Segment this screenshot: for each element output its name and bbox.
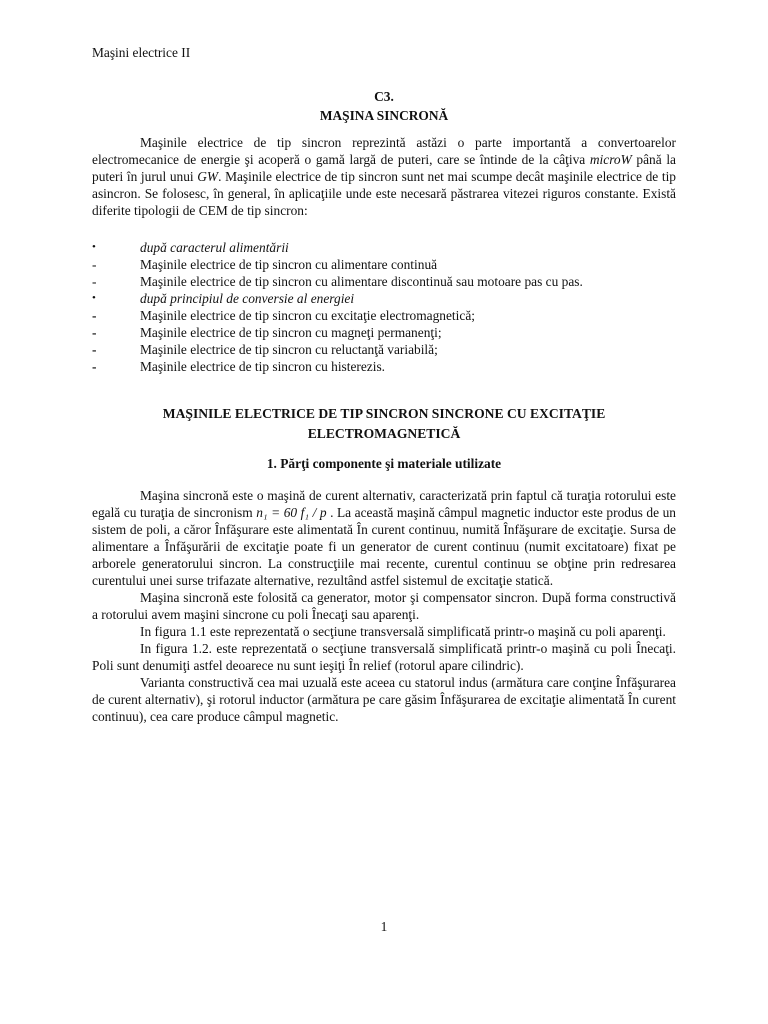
dash-icon: - (92, 359, 97, 374)
section-title-line1: MAŞINILE ELECTRICE DE TIP SINCRON SINCRONE CU EXCITAŢIE (162, 406, 606, 421)
chapter-title: MAŞINA SINCRONĂ (319, 108, 449, 123)
list-item-text: Maşinile electrice de tip sincron cu reluctanţă variabilă; (140, 342, 438, 357)
typology-list (92, 239, 676, 375)
dash-icon: - (92, 325, 97, 340)
intro-text-c: . Maşinile electrice de tip sincron sunt net mai scumpe decât maşinile electrice de tip asincron. Se folosesc, în general, în aplicaţiile unde este necesară păstrarea vitezei riguros constante. Există diferite tipologii de CEM de tip sincron: (92, 169, 676, 218)
group1-title: după caracterul alimentării (140, 240, 289, 255)
intro-text-a: Maşinile electrice de tip sincron reprezintă astăzi o parte importantă a convertoarelor electromecanice de energie şi acoperă o gamă largă de puteri, care se întinde de la câţiva (92, 135, 676, 167)
list-item-text: Maşinile electrice de tip sincron cu excitaţie electromagnetică; (140, 308, 475, 323)
bullet-icon: • (92, 241, 96, 253)
chapter-number: C3. (374, 89, 394, 104)
list-item (92, 341, 676, 358)
subsection-title: 1. Părţi componente şi materiale utilizate (266, 456, 502, 471)
list-item-text: Maşinile electrice de tip sincron cu histerezis. (140, 359, 386, 374)
group2-title: după principiul de conversie al energiei (140, 291, 355, 306)
body-paragraph-4: In figura 1.2. este reprezentată o secţiune transversală simplificată printr-o maşină cu poli Înecaţi. Poli sunt denumiţi astfel deoarece nu sunt ieşiţi În relief (rotorul apare cilindric). (92, 641, 676, 673)
unit-gw: GW (197, 169, 219, 184)
list-group-heading (92, 290, 676, 307)
body-paragraph-2: Maşina sincronă este folosită ca generator, motor şi compensator sincron. După forma constructivă a rotorului avem maşini sincrone cu poli Înecaţi sau aparenţi. (92, 590, 676, 622)
list-item-text: Maşinile electrice de tip sincron cu alimentare continuă (140, 257, 438, 272)
body-paragraph-5: Varianta constructivă cea mai uzuală este aceea cu statorul indus (armătura care conţine Înfăşurarea de curent alternativ), şi rotorul inductor (armătura pe care găsim Înfăşurarea de excitaţie alimentată În curent continuu), cea care produce câmpul magnetic. (92, 675, 676, 724)
list-item-text: Maşinile electrice de tip sincron cu magneţi permanenţi; (140, 325, 442, 340)
p1-text-b: . La această maşină câmpul magnetic inductor este produs de un sistem de poli, a căror Înfăşurare este alimentată În curent continuu, numită Înfăşurare de excitaţie. Sursa de alimentare a Înfăşurării de excitaţie poate fi un generator de curent continuu (numit excitatoare) fixat pe arborele generatorului sincron. La construcţiile mai recente, curentul continuu se obţine prin redresarea curentului unei surse trifazate alternative, rezultând astfel sistemul de excitaţie statică. (92, 505, 676, 588)
list-item (92, 324, 676, 341)
list-item-text: Maşinile electrice de tip sincron cu alimentare discontinuă sau motoare pas cu pas. (140, 274, 583, 289)
sync-speed-formula: n₁ = 60 f₁ / p (256, 505, 327, 520)
bullet-icon: • (92, 292, 96, 304)
dash-icon: - (92, 308, 97, 323)
unit-microw: microW (589, 152, 632, 167)
running-header: Maşini electrice II (92, 45, 191, 60)
intro-paragraph (92, 134, 676, 219)
body-paragraph-1 (92, 487, 676, 589)
list-item (92, 358, 676, 375)
list-item (92, 256, 676, 273)
p1-text-a: Maşina sincronă este o maşină de curent alternativ, caracterizată prin faptul că turaţia rotorului este egală cu turaţia de sincronism (92, 488, 676, 520)
list-item (92, 273, 676, 290)
dash-icon: - (92, 342, 97, 357)
intro-text-b: până la puteri în jurul unui (92, 152, 676, 184)
section-title-line2: ELECTROMAGNETICĂ (307, 426, 461, 441)
page-number: 1 (380, 919, 388, 934)
list-item (92, 307, 676, 324)
dash-icon: - (92, 257, 97, 272)
body-paragraph-3: In figura 1.1 este reprezentată o secţiune transversală simplificată printr-o maşină cu poli aparenţi. (140, 624, 666, 639)
body-text (92, 487, 676, 725)
list-group-heading (92, 239, 676, 256)
dash-icon: - (92, 274, 97, 289)
